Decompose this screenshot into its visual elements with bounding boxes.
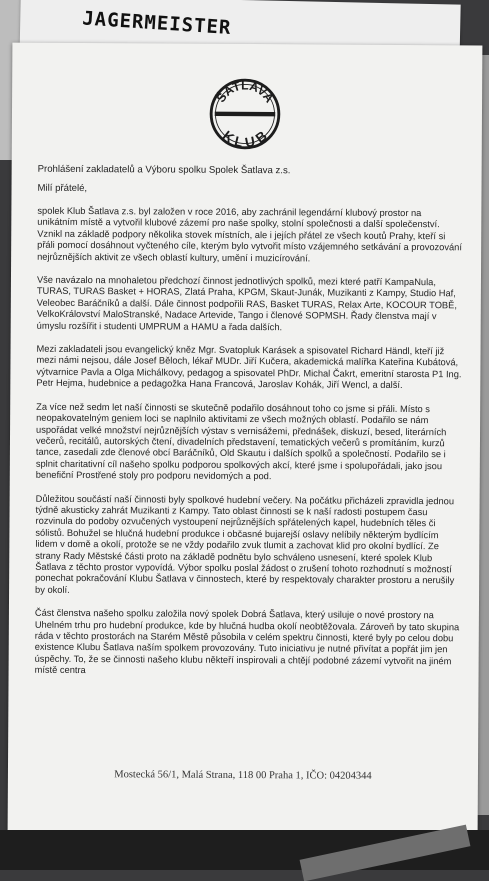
letter-heading: Prohlášení zakladatelů a Výboru spolku Spolek Šatlava z.s. (37, 163, 291, 177)
paragraph-activities: Za více než sedm let naší činnosti se skutečně podařilo dosáhnout toho co jsme si přáli. Místo s neopakovatelným geniem loci se naplnilo aktivitami ze všech možných oblastí. Podařilo se nám uspořádat velké množství nejrůznějších výstav s vernisážemi, přednášek, diskuzí, besed, literárních večerů, recitálů, autorských čtení, divadelních představení, tematických večerů s promítáním, kurzů tance, zasedali zde členové obcí Baráčníků, Old Skautu i dalších spolků a společností. Podařilo se i splnit charitativní cíl našeho spolku podporou spolkových akcí, které jsme i spolupořádali, jako jsou benefiční Prostřené stoly pro podporu nevidomých a pod. (35, 401, 447, 482)
logo-bottom-text: KLUB (220, 127, 270, 150)
magazine-stripe (300, 825, 471, 881)
paragraph-new-association: Část členstva našeho spolku založila nový spolek Dobrá Šatlava, který usiluje o nové prostory na Uhelném trhu pro hudební produkce, kde by hlučná hudba okolí neobtěžovala. Zároveň by tato skupina ráda v těchto prostorách na Starém Městě působila v celém spektru činnosti, které byly po celou dobu existence Klubu Šatlava naším spolkem provozovány. Tuto iniciativu je nutné přivítat a popřát jim jen úspěchy. To, že se činnosti našeho klubu někteří inspirovali a chtějí podobné zázemí vytvořit na jiném místě centra (34, 607, 460, 676)
background-magazine (0, 830, 489, 870)
letter-body (34, 206, 463, 691)
paragraph-associations: Vše navázalo na mnohaletou předchozí činnost jednotlivých spolků, mezi které patří KampaNula, TURAS, TURAS Basket + HORAS, Zlatá Praha, KPGM, Skaut-Junák, Muzikanti z Kampy, Studio Haf, Veleobec Baráčníků a další. Dále činnost podpořili RAS, Basket TURAS, Relax Arte, KOCOUR TOBĚ, VelkoKrálovství MaloStranské, Nadace Artevide, Tango i členové SOPMSH. Řady členstva mají v úmyslu rozšířit i studenti UMPRUM a HAMU a řada dalších. (36, 274, 457, 332)
paragraph-founding: spolek Klub Šatlava z.s. byl založen v roce 2016, aby zachránil legendární klubový prostor na unikátním místě a vytvořil klubové zázemí pro naše spolky, stolní společnosti a další společenství. Vznikl na základě podpory několika stovek místních, ale i jejích přátel ze všech koutů Prahy, kteří si přáli pomocí dosáhnout vyčteného cíle, kterým bylo vytvořit místo vzájemného setkávání a provozování nejrůznějších aktivit ze všech oblastí kultury, umění i muzicírování. (37, 205, 462, 264)
paragraph-music-evenings: Důležitou součástí naší činnosti byly spolkové hudební večery. Na počátku přicházeli zpravidla jednou týdně akusticky zahrát Muzikanti z Kampy. Tato oblast činnosti se k naší radosti postupem času rozvinula do podoby ozvučených vystoupení nejrůznějších spřátelených kapel, hudebních těles či sólistů. Bohužel se hlučná hudební produkce i občasné bujarejší oslavy nelíbily některým bydlícím lidem v domě a okolí, protože se ne vždy podařilo zvuk tlumit a zachovat klid pro okolní bydlící. Ze strany Rady Městské části proto na základě podnětu bylo schváleno usnesení, které spolek Klub Šatlava z těchto prostor vypovídá. Výbor spolku poslal žádost o zrušení tohoto rozhodnutí s možností ponechat pokračování Klubu Šatlava v činnostech, které by respektovaly charakter prostoru a nerušily by okolí. (35, 493, 455, 595)
letter-salutation: Milí přátelé, (37, 182, 88, 195)
letter-footer-address: Mostecká 56/1, Malá Strana, 118 00 Praha 1, IČO: 04204344 (114, 769, 372, 782)
paragraph-founders: Mezi zakladateli jsou evangelický kněz Mgr. Svatopluk Karásek a spisovatel Richard Händl, kteří již mezi námi nejsou, dále Josef Běloch, lékař MUDr. Jiří Kučera, akademická malířka Kateřina Kubátová, výtvarnice Pavla a Olga Michálkovy, pedagog a spisovatel PhDr. Michal Čakrt, emeritní starosta P1 Ing. Petr Hejma, hudebnice a pedagožka Hana Francová, Jaroslav Kohák, Jiří Wencl, a další. (36, 343, 462, 391)
logo-top-text: ŠATLAVA (213, 78, 277, 106)
letter-page (8, 43, 483, 836)
klub-satlava-logo (209, 78, 281, 150)
handwritten-note-text: JAGERMEISTER (81, 7, 233, 40)
